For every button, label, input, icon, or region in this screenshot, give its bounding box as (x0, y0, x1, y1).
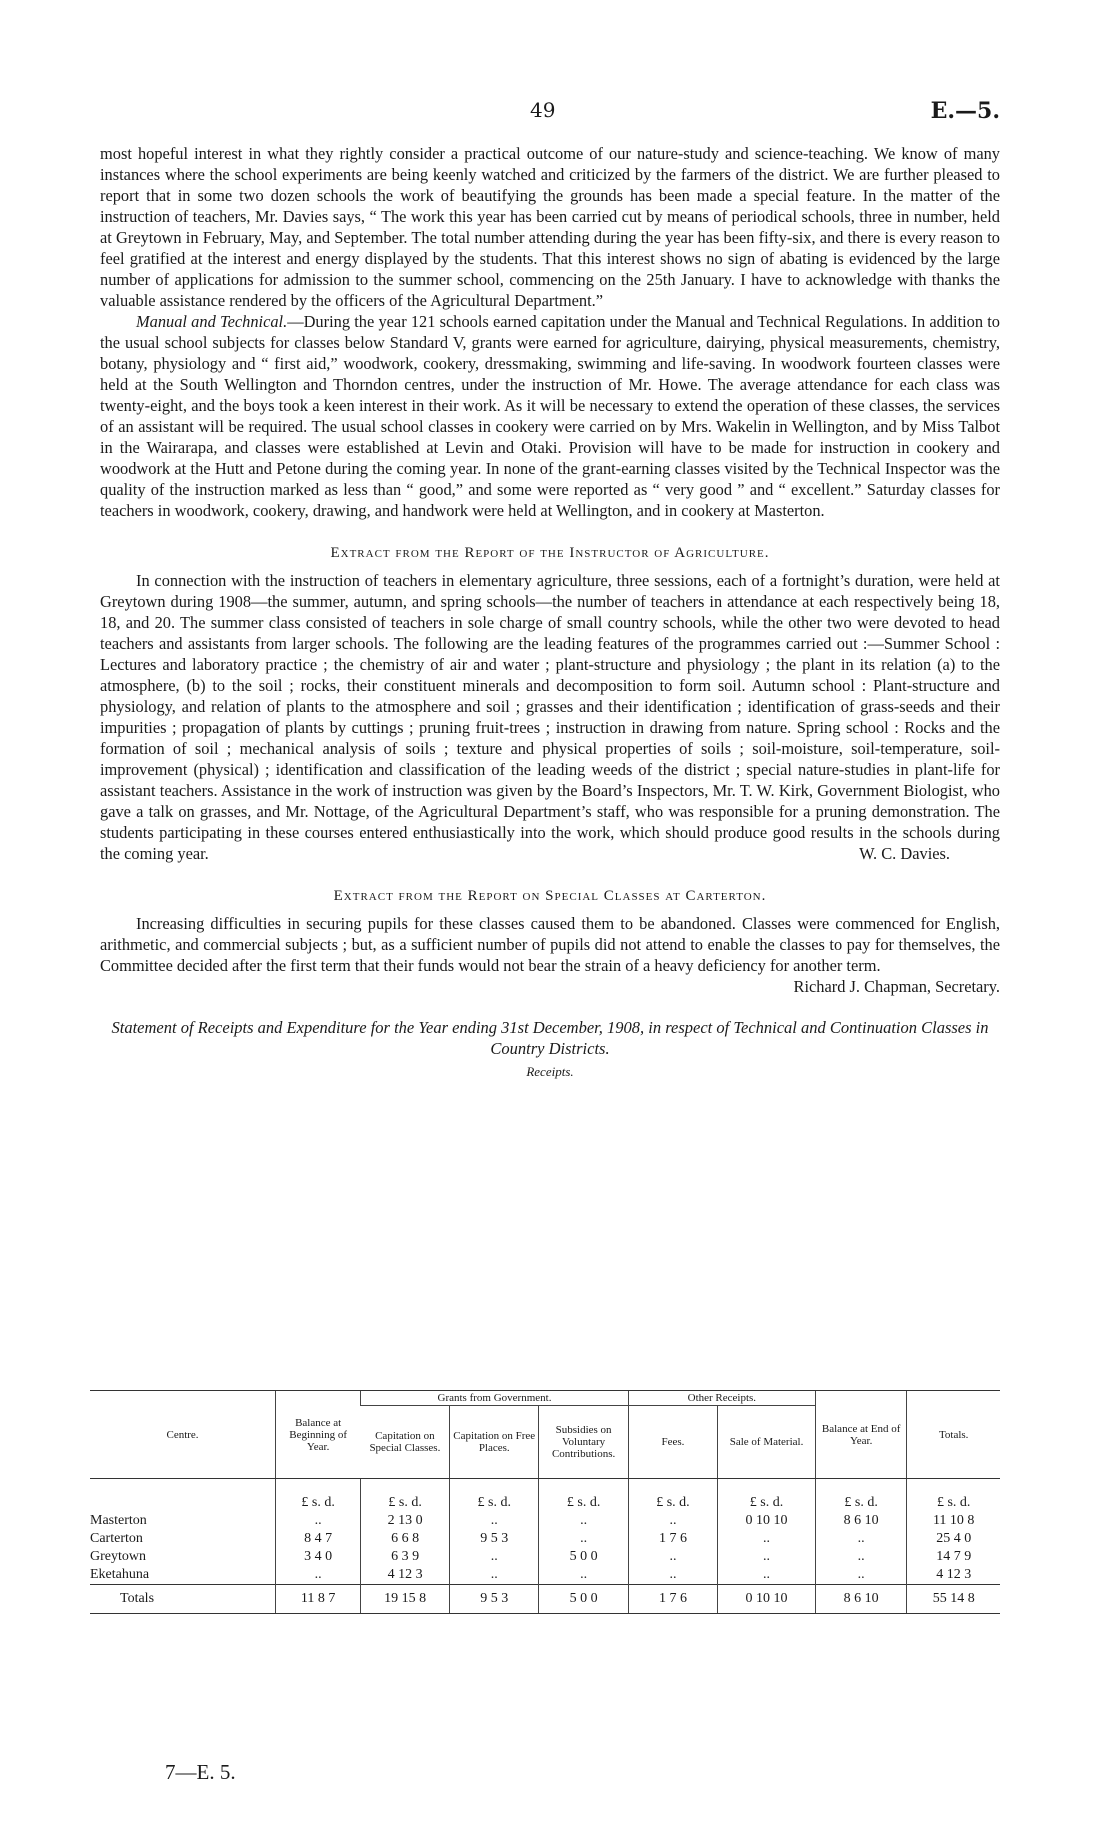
col-subsidies: Subsidies on Voluntary Contributions. (539, 1406, 628, 1479)
col-cap-free: Capitation on Free Places. (450, 1406, 539, 1479)
unit-label: £ s. d. (276, 1479, 361, 1513)
total-cap-free: 9 5 3 (450, 1585, 539, 1614)
cell-sale: .. (718, 1566, 816, 1585)
group-grants: Grants from Government. (361, 1391, 629, 1406)
carterton-signature: Richard J. Chapman, Secretary. (793, 977, 1000, 996)
cell-subsidies: .. (539, 1530, 628, 1548)
col-sale: Sale of Material. (718, 1406, 816, 1479)
cell-balance-end: .. (815, 1548, 906, 1566)
cell-fees: .. (628, 1512, 717, 1530)
page-number: 49 (530, 98, 556, 122)
cell-total: 4 12 3 (907, 1566, 1000, 1585)
statement-caption: Statement of Receipts and Expenditure for the Year ending 31st December, 1908, in respect of Technical and Continuation Classes in Country Districts. (111, 1018, 989, 1058)
receipts-table (90, 1390, 1000, 1614)
unit-label: £ s. d. (450, 1479, 539, 1513)
cell-balance-begin: .. (276, 1512, 361, 1530)
totals-label: Totals (90, 1585, 276, 1614)
cell-fees: 1 7 6 (628, 1530, 717, 1548)
cell-total: 14 7 9 (907, 1548, 1000, 1566)
paragraph-nature-study: most hopeful interest in what they rightly consider a practical outcome of our nature-study and science-teaching. We know of many instances where the school experiments are being keenly watched and criticized by the farmers of the district. We are further pleased to report that in some two dozen schools the work of beautifying the grounds has been made a special feature. In the matter of the instruction of teachers, Mr. Davies says, “ The work this year has been carried cut by means of periodical schools, three in number, held at Greytown in February, May, and September. The total number attending during the year has been fifty-six, and there is every reason to feel gratified at the interest and energy displayed by the students. That this interest shows no sign of abating is evidenced by the large number of applications for admission to the summer school, commencing on the 25th January. I have to acknowledge with thanks the valuable assistance rendered by the officers of the Agricultural Department.” (100, 144, 1000, 310)
section-label: Manual and Technical. (136, 312, 288, 331)
carterton-paragraph: Increasing difficulties in securing pupils for these classes caused them to be abandoned. Classes were commenced for English, arithmetic, and commercial subjects ; but, as a sufficient number of pupils did not attend to enable the classes to pay for themselves, the Committee decided after the first term that their funds would not bear the strain of a heavy deficiency for another term. (100, 914, 1000, 975)
unit-label: £ s. d. (718, 1479, 816, 1513)
cell-cap-free: 9 5 3 (450, 1530, 539, 1548)
cell-fees: .. (628, 1566, 717, 1585)
table-row (90, 1512, 1000, 1530)
col-balance-begin: Balance at Beginning of Year. (276, 1391, 361, 1479)
table-row (90, 1566, 1000, 1585)
series-code: E.—5. (930, 98, 1000, 124)
unit-label: £ s. d. (907, 1479, 1000, 1513)
unit-label: £ s. d. (539, 1479, 628, 1513)
grand-total: 55 14 8 (907, 1585, 1000, 1614)
statement-subcaption: Receipts. (526, 1064, 574, 1079)
agriculture-paragraph: In connection with the instruction of teachers in elementary agriculture, three sessions, each of a fortnight’s duration, were held at Greytown during 1908—the summer, autumn, and spring schools—the number of teachers in attendance at each respectively being 18, 18, and 20. The summer class consisted of teachers in sole charge of small country schools, while the other two were devoted to head teachers and assistants from larger schools. The following are the leading features of the programmes carried out :—Summer School : Lectures and laboratory practice ; the chemistry of air and water ; plant-structure and physiology ; the plant in its relation (a) to the atmosphere, (b) to the soil ; rocks, their constituent minerals and decomposition to form soil. Autumn school : Plant-structure and physiology, and relation of plants to the atmosphere and soil ; grasses and their identification ; identification of grass-seeds and their impurities ; propagation of plants by cuttings ; pruning fruit-trees ; instruction in drawing from nature. Spring school : Rocks and the formation of soil ; mechanical analysis of soils ; texture and physical properties of soils ; soil-moisture, soil-temperature, soil-improvement (physical) ; identification and classification of the leading weeds of the district ; special nature-studies in plant-life for assistant teachers. Assistance in the work of instruction was given by the Board’s Inspectors, Mr. T. W. Kirk, Government Biologist, who gave a talk on grasses, and Mr. Nottage, of the Agricultural Department’s staff, who was responsible for a pruning demonstration. The students participating in these courses entered enthusiastically into the work, which should produce good results in the schools during the coming year. (100, 571, 1000, 863)
agriculture-signature: W. C. Davies. (859, 844, 950, 863)
cell-subsidies: .. (539, 1512, 628, 1530)
body-text (100, 143, 1000, 1082)
cell-cap-free: .. (450, 1512, 539, 1530)
centre-name: Eketahuna (90, 1567, 150, 1582)
total-fees: 1 7 6 (628, 1585, 717, 1614)
cell-cap-free: .. (450, 1548, 539, 1566)
cell-cap-special: 6 3 9 (361, 1548, 450, 1566)
cell-cap-free: .. (450, 1566, 539, 1585)
total-balance-begin: 11 8 7 (276, 1585, 361, 1614)
cell-total: 25 4 0 (907, 1530, 1000, 1548)
units-row (90, 1479, 1000, 1513)
cell-balance-begin: 3 4 0 (276, 1548, 361, 1566)
total-balance-end: 8 6 10 (815, 1585, 906, 1614)
cell-cap-special: 2 13 0 (361, 1512, 450, 1530)
carterton-heading: Extract from the Report on Special Classes at Carterton. (333, 888, 767, 904)
unit-label: £ s. d. (628, 1479, 717, 1513)
col-centre: Centre. (90, 1391, 276, 1479)
cell-sale: .. (718, 1530, 816, 1548)
centre-name: Greytown (90, 1549, 146, 1564)
section-text: —During the year 121 schools earned capitation under the Manual and Technical Regulations. In addition to the usual school subjects for classes below Standard V, grants were earned for agriculture, dairying, physical measurements, chemistry, botany, physiology and “ first aid,” woodwork, cookery, dressmaking, swimming and life-saving. In woodwork fourteen classes were held at the South Wellington and Thorndon centres, under the instruction of Mr. Howe. The average attendance for each class was twenty-eight, and the boys took a keen interest in their work. As it will be necessary to extend the operation of these classes, the services of an assistant will be required. The usual school classes in cookery were carried on by Mrs. Wakelin in Wellington, and by Miss Talbot in the Wairarapa, and classes were established at Levin and Otaki. Provision will have to be made for instruction in cookery and woodwork at the Hutt and Petone during the coming year. In none of the grant-earning classes visited by the Technical Inspector was the quality of the instruction marked as less than “ good,” and some were reported as “ very good ” and “ excellent.” Saturday classes for teachers in woodwork, cookery, drawing, and handwork were held at Wellington, and in cookery at Masterton. (100, 312, 1001, 520)
page-header (100, 98, 1000, 128)
total-subsidies: 5 0 0 (539, 1585, 628, 1614)
page-footer: 7—E. 5. (165, 1760, 236, 1784)
col-fees: Fees. (628, 1406, 717, 1479)
cell-subsidies: 5 0 0 (539, 1548, 628, 1566)
centre-name: Carterton (90, 1531, 143, 1546)
unit-label: £ s. d. (361, 1479, 450, 1513)
cell-balance-end: .. (815, 1530, 906, 1548)
paragraph-manual-technical (100, 311, 1000, 521)
group-other: Other Receipts. (628, 1391, 815, 1406)
col-totals: Totals. (907, 1391, 1000, 1479)
cell-subsidies: .. (539, 1566, 628, 1585)
agriculture-heading: Extract from the Report of the Instructor of Agriculture. (330, 545, 770, 561)
cell-cap-special: 6 6 8 (361, 1530, 450, 1548)
table-row (90, 1530, 1000, 1548)
unit-label: £ s. d. (815, 1479, 906, 1513)
table-group-row (90, 1391, 1000, 1406)
total-sale: 0 10 10 (718, 1585, 816, 1614)
cell-fees: .. (628, 1548, 717, 1566)
cell-balance-end: 8 6 10 (815, 1512, 906, 1530)
table-row (90, 1548, 1000, 1566)
cell-total: 11 10 8 (907, 1512, 1000, 1530)
total-cap-special: 19 15 8 (361, 1585, 450, 1614)
totals-row (90, 1585, 1000, 1614)
cell-balance-end: .. (815, 1566, 906, 1585)
centre-name: Masterton (90, 1513, 147, 1528)
cell-sale: .. (718, 1548, 816, 1566)
cell-sale: 0 10 10 (718, 1512, 816, 1530)
cell-balance-begin: .. (276, 1566, 361, 1585)
col-balance-end: Balance at End of Year. (815, 1391, 906, 1479)
cell-cap-special: 4 12 3 (361, 1566, 450, 1585)
cell-balance-begin: 8 4 7 (276, 1530, 361, 1548)
col-cap-special: Capitation on Special Classes. (361, 1406, 450, 1479)
